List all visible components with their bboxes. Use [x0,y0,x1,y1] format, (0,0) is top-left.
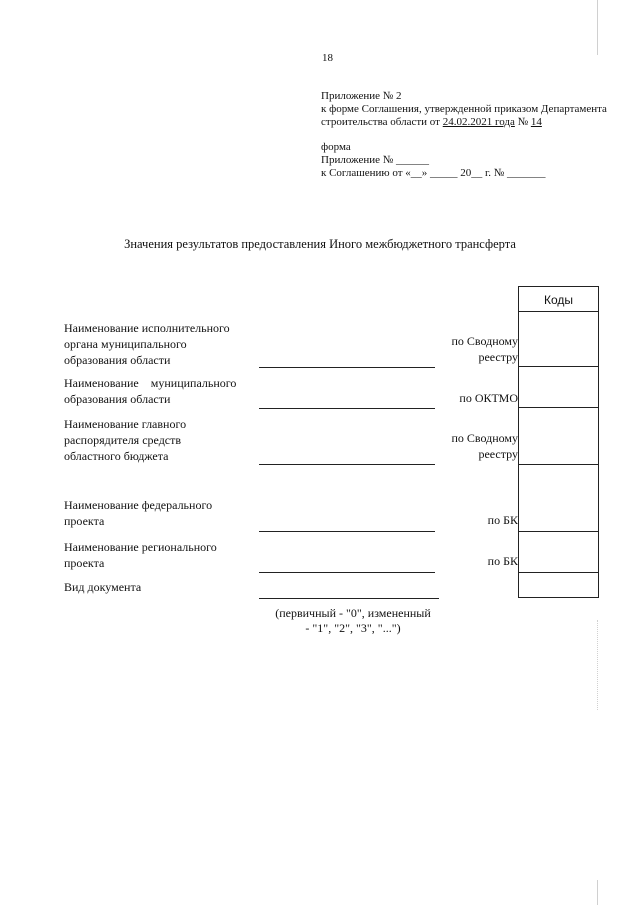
appendix-title: Приложение № 2 [321,90,402,102]
row-label-executive-body [64,320,230,368]
appendix-order-date: 24.02.2021 года [442,116,515,128]
fill-line-regional-project [259,572,435,573]
code-type-oktmo [459,390,518,406]
code-cell-summary-registry-2 [518,408,599,465]
appendix-line-2 [321,116,542,129]
row-label-chief-administrator [64,416,186,464]
row-label-federal-project [64,497,212,529]
appendix-order-number: 14 [530,116,542,128]
fill-line-chief-administrator [259,464,435,465]
form-agreement-line: к Соглашению от «__» _____ 20__ г. № _______ [321,167,546,179]
page-number: 18 [322,52,333,64]
code-cell-bk-regional [518,532,599,573]
code-type-summary-registry-1 [451,333,518,365]
fill-line-federal-project [259,531,435,532]
code-cell-document-kind [518,573,599,598]
code-type-line: реестру [478,350,518,364]
scan-edge-line [597,880,598,905]
code-type-line: по Сводному [451,431,518,445]
document-kind-note [258,606,448,636]
label-line: Вид документа [64,580,142,594]
label-line: Наименование федерального [64,498,213,512]
label-line: образования области [64,353,171,367]
label-line: Наименование муниципального [64,376,237,390]
form-appendix-number: Приложение № ______ [321,154,430,166]
label-line: Наименование исполнительного [64,321,230,335]
code-type-line: по ОКТМО [459,391,518,405]
code-type-line: по Сводному [451,334,518,348]
label-line: распорядителя средств [64,433,182,447]
document-title: Значения результатов предоставления Иного межбюджетного трансферта [124,237,516,251]
code-type-line: по БК [487,513,518,527]
note-line: - "1", "2", "3", "...") [305,621,401,635]
label-line: образования области [64,392,171,406]
form-label: форма [321,141,351,153]
label-line: проекта [64,556,105,570]
codes-table [518,286,599,598]
row-label-municipality [64,375,254,407]
code-cell-oktmo [518,367,599,408]
label-line: органа муниципального [64,337,187,351]
label-line: Наименование главного [64,417,187,431]
code-cell-bk-federal [518,465,599,532]
code-type-line: по БК [487,554,518,568]
code-type-line: реестру [478,447,518,461]
label-line: Наименование регионального [64,540,217,554]
fill-line-municipality [259,408,435,409]
scan-edge-line [597,0,598,55]
appendix-line-2-mid: № [514,116,531,128]
label-line: проекта [64,514,105,528]
fill-line-executive-body [259,367,435,368]
appendix-line-1: к форме Соглашения, утвержденной приказом Департамента [321,103,607,115]
codes-header: Коды [518,286,599,312]
code-type-bk-regional [488,553,518,569]
row-label-document-kind [64,579,141,595]
code-cell-summary-registry-1 [518,312,599,367]
row-label-regional-project [64,539,217,571]
note-line: (первичный - "0", измененный [275,606,431,620]
code-type-summary-registry-2 [451,430,518,462]
code-type-bk-federal [488,512,518,528]
scan-edge-line [597,620,598,710]
appendix-line-2-prefix: строительства области от [321,116,443,128]
label-line: областного бюджета [64,449,169,463]
fill-line-document-kind [259,598,439,599]
